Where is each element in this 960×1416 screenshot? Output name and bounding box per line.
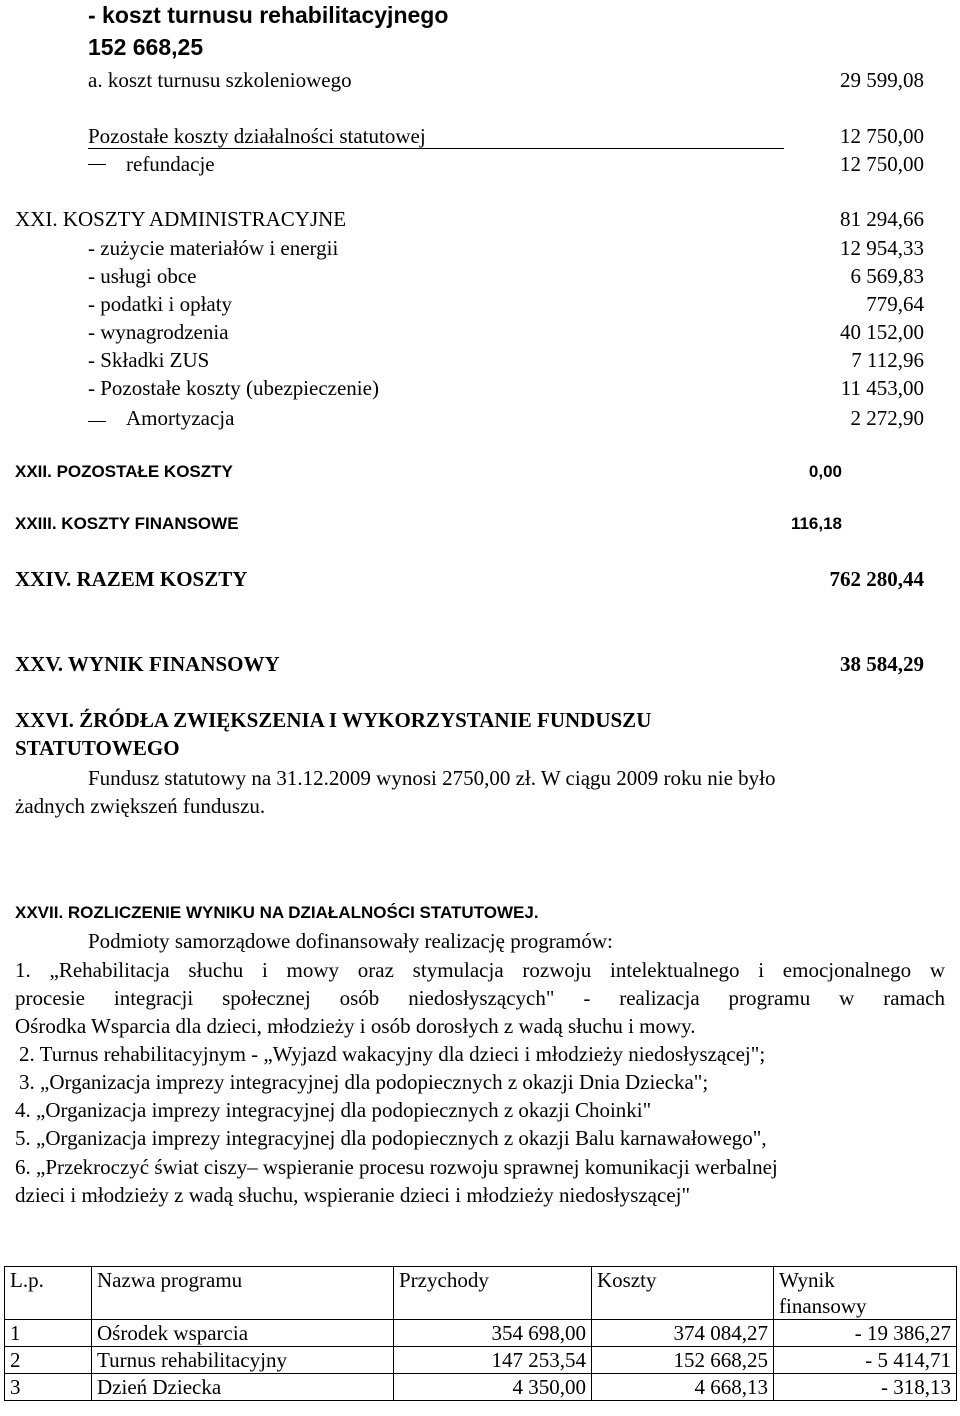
total-costs-title: XXIV. RAZEM KOSZTY <box>15 567 248 591</box>
section-heading: - koszt turnusu rehabilitacyjnego <box>88 2 449 28</box>
fund-title: XXVI. ŹRÓDŁA ZWIĘKSZENIA I WYKORZYSTANIE FUNDUSZU <box>15 708 652 732</box>
cell-result: - 5 414,71 <box>774 1347 957 1374</box>
admin-item: - zużycie materiałów i energii <box>88 236 339 260</box>
other-costs-total: 0,00 <box>808 462 842 481</box>
program-2: 2. Turnus rehabilitacyjnym - „Wyjazd wakacyjny dla dzieci i młodzieży niedosłyszącej"; <box>19 1042 766 1066</box>
settlement-title: XXVII. ROZLICZENIE WYNIKU NA DZIAŁALNOŚCI STATUTOWEJ. <box>15 903 539 922</box>
financial-costs-title: XXIII. KOSZTY FINANSOWE <box>15 514 239 533</box>
cell-lp: 1 <box>5 1320 92 1347</box>
header-costs: Koszty <box>592 1267 774 1320</box>
program-5: 5. „Organizacja imprezy integracyjnej dla podopiecznych z okazji Balu karnawałowego", <box>15 1126 767 1150</box>
program-4: 4. „Organizacja imprezy integracyjnej dla podopiecznych z okazji Choinki" <box>15 1098 652 1122</box>
underline <box>88 148 784 149</box>
other-costs-label: Pozostałe koszty działalności statutowej <box>88 124 426 148</box>
cell-program-name: Turnus rehabilitacyjny <box>92 1347 394 1374</box>
header-lp: L.p. <box>5 1267 92 1320</box>
dash-bullet-icon <box>88 421 106 422</box>
total-costs-value: 762 280,44 <box>829 567 924 591</box>
admin-item-value: 7 112,96 <box>851 348 924 372</box>
financial-result-value: 38 584,29 <box>840 652 924 676</box>
cell-costs: 374 084,27 <box>592 1320 774 1347</box>
fund-text: Fundusz statutowy na 31.12.2009 wynosi 2750,00 zł. W ciągu 2009 roku nie było <box>88 766 776 790</box>
program-1-line-1: 1. „Rehabilitacja słuchu i mowy oraz stymulacja rozwoju intelektualnego i emocjonalnego w <box>15 958 945 982</box>
table-row <box>5 1374 957 1401</box>
financial-costs-total: 116,18 <box>790 514 842 533</box>
header-result <box>774 1267 957 1320</box>
cell-income: 354 698,00 <box>394 1320 592 1347</box>
table-row <box>5 1320 957 1347</box>
admin-item: - wynagrodzenia <box>88 320 229 344</box>
settlement-intro: Podmioty samorządowe dofinansowały realizację programów: <box>88 929 613 953</box>
program-3: 3. „Organizacja imprezy integracyjnej dla podopiecznych z okazji Dnia Dziecka"; <box>19 1070 709 1094</box>
item-a-label: a. koszt turnusu szkoleniowego <box>88 68 352 92</box>
cell-lp: 2 <box>5 1347 92 1374</box>
admin-item-value: 40 152,00 <box>840 320 924 344</box>
cell-result: - 318,13 <box>774 1374 957 1401</box>
item-a-value: 29 599,08 <box>840 68 924 92</box>
section-heading-value: 152 668,25 <box>88 34 204 60</box>
admin-total: 81 294,66 <box>840 207 924 231</box>
program-6-line-1: 6. „Przekroczyć świat ciszy– wspieranie procesu rozwoju sprawnej komunikacji werbalnej <box>15 1155 778 1179</box>
admin-item: - Pozostałe koszty (ubezpieczenie) <box>88 376 379 400</box>
admin-title: XXI. KOSZTY ADMINISTRACYJNE <box>15 207 347 231</box>
amortization-value: 2 272,90 <box>850 406 924 430</box>
table-row <box>5 1347 957 1374</box>
program-1-line-2: procesie integracji społecznej osób niedosłyszących" - realizacja programu w ramach <box>15 986 945 1010</box>
cell-program-name: Ośrodek wsparcia <box>92 1320 394 1347</box>
other-costs-value: 12 750,00 <box>840 124 924 148</box>
other-costs-title: XXII. POZOSTAŁE KOSZTY <box>15 462 233 481</box>
admin-item: - podatki i opłaty <box>88 292 233 316</box>
header-result-line-1: Wynik <box>779 1268 835 1292</box>
refund-label: refundacje <box>126 152 215 176</box>
dash-bullet-icon <box>88 164 106 165</box>
header-income: Przychody <box>394 1267 592 1320</box>
admin-item-value: 11 453,00 <box>840 376 924 400</box>
admin-item: - usługi obce <box>88 264 197 288</box>
admin-item-value: 12 954,33 <box>840 236 924 260</box>
cell-income: 147 253,54 <box>394 1347 592 1374</box>
table-header-row <box>5 1267 957 1320</box>
program-1-line-3: Ośrodka Wsparcia dla dzieci, młodzieży i osób dorosłych z wadą słuchu i mowy. <box>15 1014 696 1038</box>
fund-text-cont: żadnych zwiększeń funduszu. <box>15 794 266 818</box>
admin-item-value: 779,64 <box>866 292 924 316</box>
cell-income: 4 350,00 <box>394 1374 592 1401</box>
amortization-label: Amortyzacja <box>126 406 235 430</box>
admin-item: - Składki ZUS <box>88 348 210 372</box>
programs-table <box>4 1266 957 1401</box>
program-6-line-2: dzieci i młodzieży z wadą słuchu, wspieranie dzieci i młodzieży niedosłyszącej" <box>15 1183 691 1207</box>
financial-result-title: XXV. WYNIK FINANSOWY <box>15 652 280 676</box>
cell-lp: 3 <box>5 1374 92 1401</box>
cell-costs: 152 668,25 <box>592 1347 774 1374</box>
refund-value: 12 750,00 <box>840 152 924 176</box>
header-result-line-2: finansowy <box>779 1294 867 1318</box>
cell-costs: 4 668,13 <box>592 1374 774 1401</box>
cell-result: - 19 386,27 <box>774 1320 957 1347</box>
header-program-name: Nazwa programu <box>92 1267 394 1320</box>
cell-program-name: Dzień Dziecka <box>92 1374 394 1401</box>
fund-title-cont: STATUTOWEGO <box>15 736 180 760</box>
admin-item-value: 6 569,83 <box>850 264 924 288</box>
